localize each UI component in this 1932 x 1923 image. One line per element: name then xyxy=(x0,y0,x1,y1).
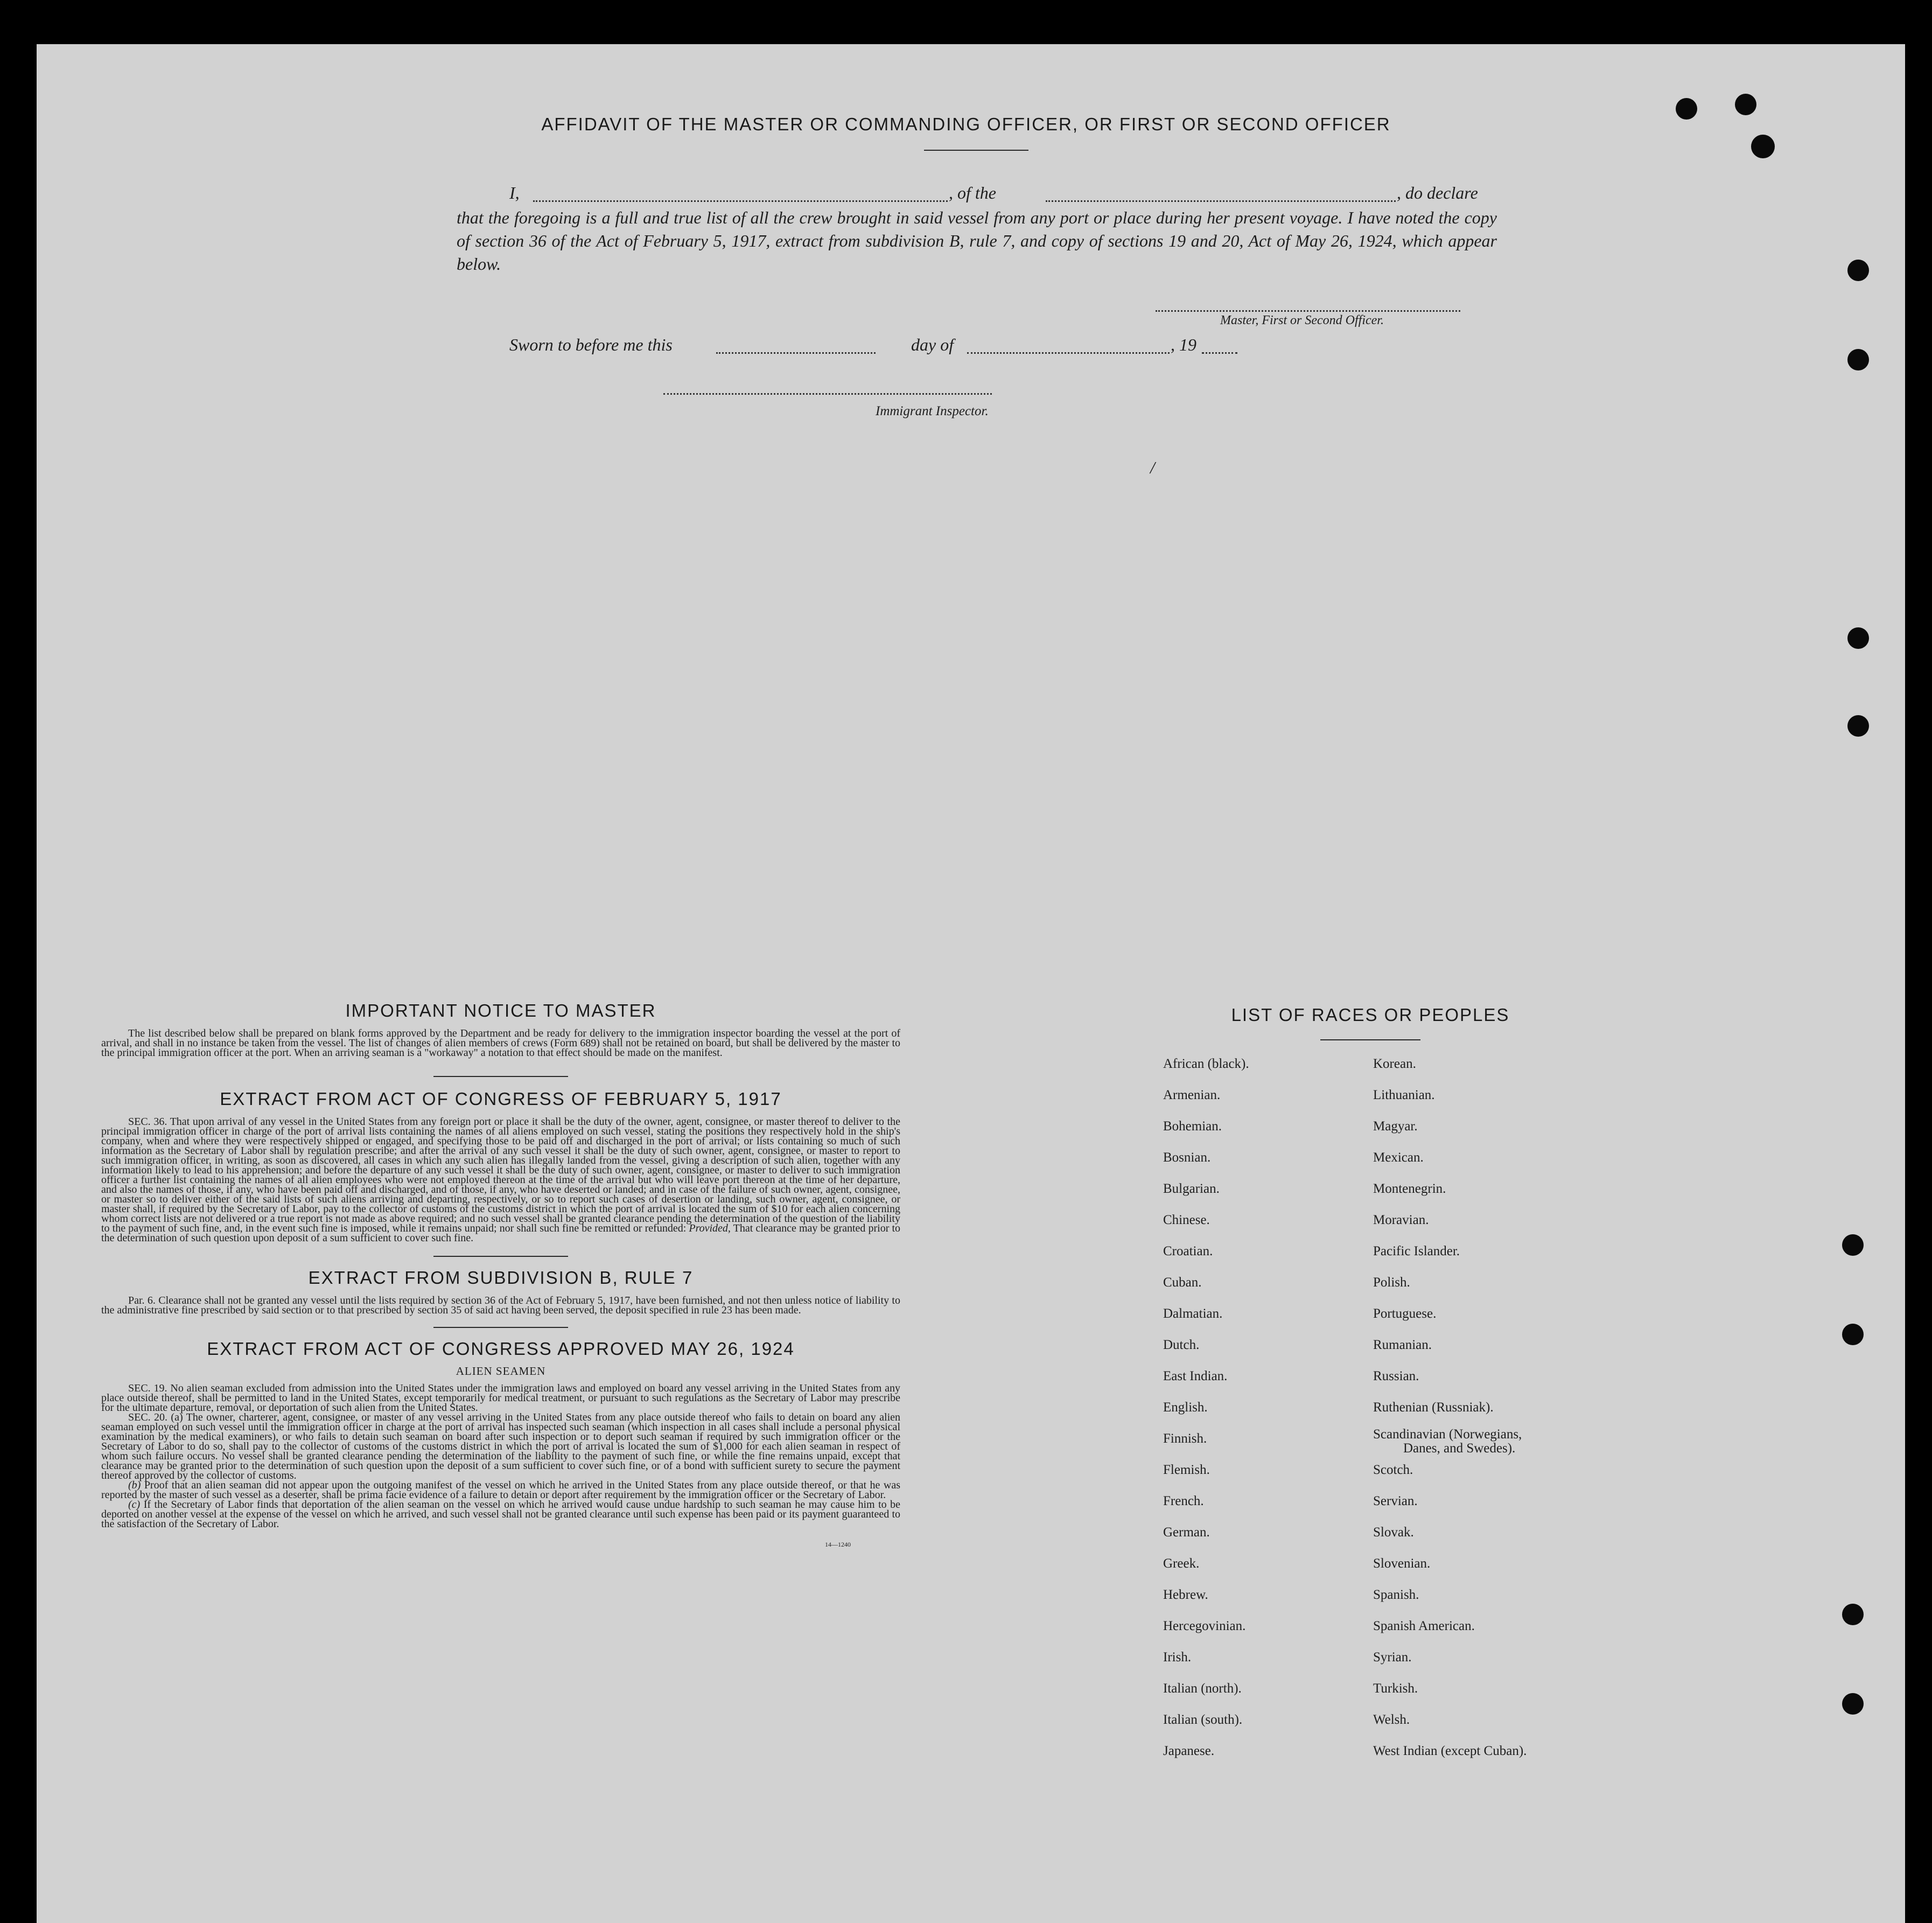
declare-label: , do declare xyxy=(1397,183,1478,202)
punch-hole xyxy=(1847,260,1869,281)
race-item-left: Croatian. xyxy=(1163,1244,1213,1258)
punch-hole xyxy=(1735,94,1756,115)
extract-1924-title: EXTRACT FROM ACT OF CONGRESS APPROVED MAY 26, 1924 xyxy=(207,1339,795,1359)
race-item-right: Magyar. xyxy=(1373,1119,1418,1134)
race-item-right: Mexican. xyxy=(1373,1150,1424,1165)
race-item-right: West Indian (except Cuban). xyxy=(1373,1744,1527,1758)
master-caption: Master, First or Second Officer. xyxy=(1220,313,1384,327)
inspector-signature-line[interactable] xyxy=(663,393,992,395)
punch-hole xyxy=(1751,135,1775,158)
race-item-right: Scandinavian (Norwegians, xyxy=(1373,1427,1522,1442)
race-item-right: Syrian. xyxy=(1373,1650,1412,1665)
sec20b-lead: (b) xyxy=(128,1479,141,1491)
race-item-left: Chinese. xyxy=(1163,1213,1210,1227)
sworn-label: Sworn to before me this xyxy=(509,335,673,354)
section-divider xyxy=(433,1076,568,1077)
punch-hole xyxy=(1847,627,1869,649)
race-item-right: Ruthenian (Russniak). xyxy=(1373,1400,1494,1415)
notices-column xyxy=(101,1001,900,1549)
extract-rule7-text: Par. 6. Clearance shall not be granted any vessel until the lists required by section 36 of the Act of February 5, 1917, have been furnished, and not then unless notice of liability to the administrative fine prescribed by said section or to that prescribed by section 35 of said act having been served, the deposit specified in rule 23 has been made. xyxy=(101,1295,900,1316)
race-item-left: Bosnian. xyxy=(1163,1150,1211,1165)
section-divider xyxy=(433,1256,568,1257)
punch-hole xyxy=(1842,1324,1864,1345)
race-item-right: Polish. xyxy=(1373,1275,1410,1290)
punch-hole xyxy=(1847,349,1869,370)
sec20c-body: If the Secretary of Labor finds that deportation of the alien seaman on the vessel on which he arrived would cause undue hardship to such seaman he may cause him to be deported on another vessel at the expense of the vessel on which he arrived, and such vessel shall not be granted clearance until such expense has been paid or its payment guaranteed to the satisfaction of the Secretary of Labor. xyxy=(101,1499,900,1530)
punch-hole xyxy=(1847,715,1869,737)
affidavit-paragraph: that the foregoing is a full and true list of all the crew brought in said vessel from any port or place during her present voyage. I have noted the copy of section 36 of the Act of February 5, 1917, extract from subdivision B, rule 7, and copy of sections 19 and 20, Act of May 26, 1924, which appear below. xyxy=(457,208,1497,274)
notice-text: The list described below shall be prepared on blank forms approved by the Department and be ready for delivery to the immigration inspector boarding the vessel at the port of arrival, and shall in no instance be taken from the vessel. The list of changes of alien members of crews (Form 689) shall not be retained on board, but shall be delivered by the master to the principal immigration officer at the port. When an arriving seaman is a "workaway" a notation to that effect should be made on the manifest. xyxy=(101,1027,900,1059)
race-item-left: Dalmatian. xyxy=(1163,1306,1223,1321)
year-label: , 19 xyxy=(1171,335,1196,354)
race-item-left: Hercegovinian. xyxy=(1163,1619,1246,1633)
race-item-left: French. xyxy=(1163,1494,1204,1508)
race-item-right: Moravian. xyxy=(1373,1213,1429,1227)
race-item-left: East Indian. xyxy=(1163,1369,1228,1383)
race-item-right: Slovak. xyxy=(1373,1525,1414,1540)
sec20a-body: The owner, charterer, agent, consignee, or master of any vessel arriving in the United States from any place outside thereof who fails to detain on board any alien seaman employed on such vessel until the immigration officer in charge at the port of arrival has inspected such seaman (which inspection in all cases shall include a personal physical examination by the medical examiners), or who fails to detain such seaman on board after such inspection or to deport such seaman if required by such immigration officer or the Secretary of Labor to do so, shall pay to the collector of customs of the customs district in which the port of arrival is located the sum of $1,000 for each alien seaman in respect of whom such failure occurs. No vessel shall be granted clearance pending the determination of the liability to the payment of such fine, or while the fine remains unpaid, except that clearance may be granted prior to the determination of such question upon the deposit of a sum sufficient to cover such fine, or of a bond with sufficient surety to secure the payment thereof approved by the collector of customs. xyxy=(101,1411,901,1481)
sec20c-text xyxy=(101,1500,900,1529)
sworn-year-blank[interactable] xyxy=(1202,352,1237,354)
race-item-left: Dutch. xyxy=(1163,1338,1200,1352)
notice-title: IMPORTANT NOTICE TO MASTER xyxy=(345,1001,656,1020)
name-blank[interactable] xyxy=(533,200,948,202)
extract-1917-text xyxy=(101,1117,900,1243)
races-title-underline xyxy=(1320,1039,1420,1040)
race-item-left: Japanese. xyxy=(1163,1744,1215,1758)
stray-pencil-mark: / xyxy=(1150,458,1155,477)
sec20-lead: SEC. 20. (a) xyxy=(128,1411,183,1423)
punch-hole xyxy=(1842,1234,1864,1256)
race-item-left: African (black). xyxy=(1163,1057,1249,1071)
punch-hole xyxy=(1842,1693,1864,1715)
day-of-label: day of xyxy=(911,335,954,354)
race-item-right: Spanish. xyxy=(1373,1588,1419,1602)
sworn-month-blank[interactable] xyxy=(967,352,1170,354)
race-item-right: Slovenian. xyxy=(1373,1556,1431,1571)
sworn-day-blank[interactable] xyxy=(716,352,876,354)
race-item-right: Welsh. xyxy=(1373,1712,1410,1727)
race-item-right: Servian. xyxy=(1373,1494,1418,1508)
race-item-left: Cuban. xyxy=(1163,1275,1202,1290)
race-item-left: Armenian. xyxy=(1163,1088,1221,1102)
affidavit-line-one xyxy=(509,183,1497,205)
race-item-left: Italian (north). xyxy=(1163,1681,1242,1696)
race-item-left: Bohemian. xyxy=(1163,1119,1222,1134)
race-item-left: Irish. xyxy=(1163,1650,1192,1665)
title-underline xyxy=(924,150,1028,151)
race-item-right: Pacific Islander. xyxy=(1373,1244,1460,1258)
affidavit-title: AFFIDAVIT OF THE MASTER OR COMMANDING OFFICER, OR FIRST OR SECOND OFFICER xyxy=(541,114,1391,134)
inspector-caption: Immigrant Inspector. xyxy=(876,404,989,418)
race-item-right: Rumanian. xyxy=(1373,1338,1432,1352)
race-item-right-continued: Danes, and Swedes). xyxy=(1403,1441,1516,1456)
race-item-right: Scotch. xyxy=(1373,1463,1413,1477)
proviso-word: Provided, xyxy=(689,1222,731,1234)
section-divider xyxy=(433,1327,568,1328)
punch-hole xyxy=(1842,1604,1864,1625)
race-item-right: Korean. xyxy=(1373,1057,1416,1071)
vessel-blank[interactable] xyxy=(1046,200,1396,202)
sec19-text: SEC. 19. No alien seaman excluded from admission into the United States under the immigration laws and employed on board any vessel arriving in the United States from any place outside thereof, shall be permitted to land in the United States, except temporarily for medical treatment, or pursuant to such regulations as the Secretary of Labor may prescribe for the ultimate departure, removal, or deportation of such alien from the United States. xyxy=(101,1382,900,1414)
races-title: LIST OF RACES OR PEOPLES xyxy=(1231,1005,1510,1025)
sec20c-lead: (c) xyxy=(128,1499,141,1511)
sworn-line xyxy=(509,335,1263,356)
race-item-left: Bulgarian. xyxy=(1163,1181,1220,1196)
race-item-left: Hebrew. xyxy=(1163,1588,1208,1602)
race-item-left: Greek. xyxy=(1163,1556,1200,1571)
race-item-right: Russian. xyxy=(1373,1369,1419,1383)
race-item-left: German. xyxy=(1163,1525,1210,1540)
race-item-left: Finnish. xyxy=(1163,1431,1207,1446)
sec36-text: SEC. 36. That upon arrival of any vessel in the United States from any foreign port or place it shall be the duty of the owner, agent, consignee, or master thereof to deliver to the principal immigration officer in charge of the port of arrival lists containing the names of all aliens employed on such vessel, stating the positions they respectively hold in the ship's company, when and where they were respectively shipped or engaged, and specifying those to be paid off and discharged in the port of arrival; or lists containing so much of such information as the Secretary of Labor shall by regulation prescribe; and after the arrival of any such vessel it shall be the duty of such owner, agent, consignee, or master to report to such immigration officer, in writing, as soon as discovered, all cases in which any such alien has illegally landed from the vessel, giving a description of such alien, together with any information likely to lead to his apprehension; and before the departure of any such vessel it shall be the duty of such owner, agent, consignee, or master to deliver to such immigration officer a further list containing the names of all alien employees who were not employed thereon at the time of the arrival but who will leave port thereon at the time of her departure, and also the names of those, if any, who have been paid off and discharged, and of those, if any, who have deserted or landed; and in case of the failure of such owner, agent, consignee, or master so to deliver either of the said lists of such aliens arriving and departing, respectively, or so to report such cases of desertion or landing, such owner, agent, consignee, or master shall, if required by the Secretary of Labor, pay to the collector of customs of the customs district in which the port of arrival is located the sum of $10 for each alien concerning whom correct lists are not delivered or a true report is not made as above required; and no such vessel shall be granted clearance pending the determination of the question of the liability to the payment of such fine, and, in the event such fine is imposed, while it remains unpaid; nor shall such fine be remitted or refunded: xyxy=(101,1116,900,1234)
race-item-right: Montenegrin. xyxy=(1373,1181,1446,1196)
i-label: I, xyxy=(509,183,520,202)
race-item-right: Spanish American. xyxy=(1373,1619,1475,1633)
form-number: 14—1240 xyxy=(825,1541,851,1548)
document-sheet xyxy=(37,44,1905,1923)
race-item-right: Lithuanian. xyxy=(1373,1088,1435,1102)
race-item-left: English. xyxy=(1163,1400,1208,1415)
race-item-right: Turkish. xyxy=(1373,1681,1418,1696)
extract-1917-title: EXTRACT FROM ACT OF CONGRESS OF FEBRUARY 5, 1917 xyxy=(220,1089,782,1109)
sec20a-text xyxy=(101,1412,900,1480)
sec20b-text xyxy=(101,1480,900,1500)
race-item-right: Portuguese. xyxy=(1373,1306,1437,1321)
extract-rule7-title: EXTRACT FROM SUBDIVISION B, RULE 7 xyxy=(308,1268,694,1288)
alien-seamen-subtitle: ALIEN SEAMEN xyxy=(456,1365,546,1377)
race-item-left: Flemish. xyxy=(1163,1463,1210,1477)
master-signature-line[interactable] xyxy=(1156,310,1460,312)
sec20b-body: Proof that an alien seaman did not appear upon the outgoing manifest of the vessel on which he arrived in the United States from any place outside thereof, or that he was reported by the master of such vessel as a deserter, shall be prima facie evidence of a failure to detain or deport after requirement by the immigration officer or the Secretary of Labor. xyxy=(101,1479,901,1501)
of-the-label: , of the xyxy=(949,183,996,202)
sec36-text-end: That clearance may be granted prior to the determination of such question upon deposit of a sum sufficient to cover such fine. xyxy=(101,1222,901,1244)
race-item-left: Italian (south). xyxy=(1163,1712,1243,1727)
